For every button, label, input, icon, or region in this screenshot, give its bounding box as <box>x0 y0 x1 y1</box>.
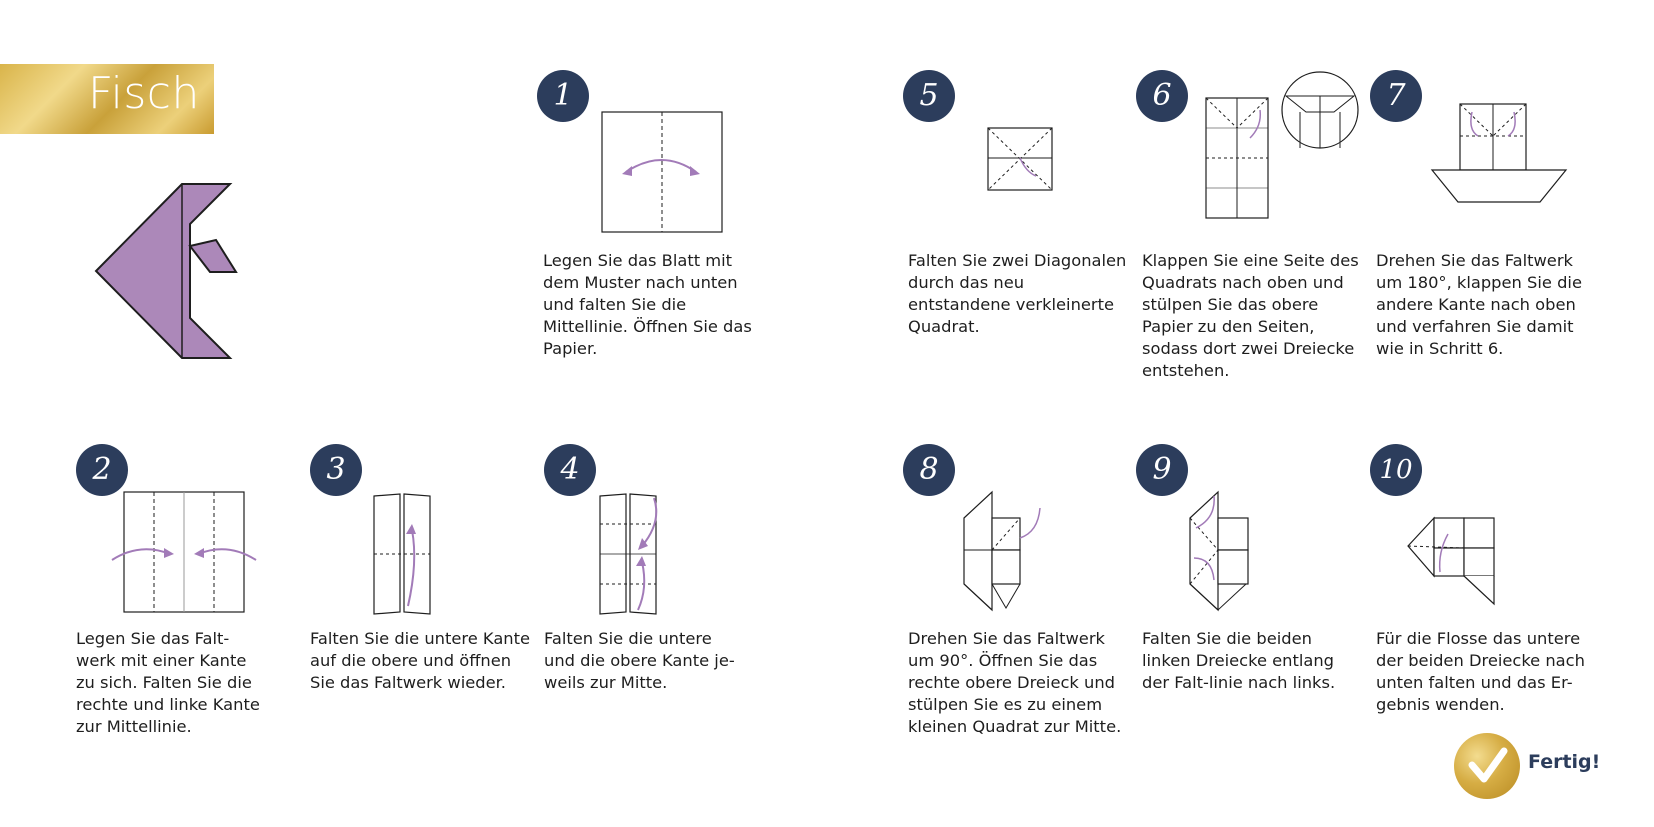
checkmark-icon <box>1454 733 1520 799</box>
fish-illustration <box>90 180 310 370</box>
step-10-text: Für die Flosse das untere der beiden Dreiecke nach unten falten und das Er-gebnis wenden. <box>1376 629 1585 714</box>
step-5-text: Falten Sie zwei Diagonalen durch das neu entstandene verkleinerte Quadrat. <box>908 251 1127 336</box>
step-6-diagram <box>1200 70 1360 222</box>
step-9-badge: 9 <box>1136 444 1188 496</box>
step-8-diagram <box>956 488 1046 612</box>
done-label: Fertig! <box>1528 751 1601 773</box>
step-7-text: Drehen Sie das Faltwerk um 180°, klappen Sie die andere Kante nach oben und verfahren Sie damit wie in Schritt 6. <box>1376 251 1582 358</box>
step-2-badge: 2 <box>76 444 128 496</box>
step-8-text: Drehen Sie das Faltwerk um 90°. Öffnen Sie das rechte obere Dreieck und stülpen Sie es zu einem kleinen Quadrat zur Mitte. <box>908 629 1122 736</box>
step-6-text: Klappen Sie eine Seite des Quadrats nach oben und stülpen Sie das obere Papier zu den Seiten, sodass dort zwei Dreiecke entstehen. <box>1142 251 1359 380</box>
step-1-text: Legen Sie das Blatt mit dem Muster nach unten und falten Sie die Mittellinie. Öffnen Sie das Papier. <box>543 251 752 358</box>
step-10-badge: 10 <box>1370 444 1422 496</box>
step-9-diagram <box>1184 488 1270 612</box>
step-3-badge: 3 <box>310 444 362 496</box>
done-medal <box>1454 733 1520 799</box>
step-5-badge: 5 <box>903 70 955 122</box>
step-6-badge: 6 <box>1136 70 1188 122</box>
step-2-diagram <box>110 488 260 616</box>
step-9-text: Falten Sie die beiden linken Dreiecke entlang der Falt-linie nach links. <box>1142 629 1336 692</box>
step-3-text: Falten Sie die untere Kante auf die obere und öffnen Sie das Faltwerk wieder. <box>310 629 531 692</box>
step-8-badge: 8 <box>903 444 955 496</box>
title-banner <box>0 64 214 134</box>
step-7-diagram <box>1430 100 1570 206</box>
step-1-diagram <box>600 110 724 234</box>
step-2-text: Legen Sie das Falt-werk mit einer Kante zu sich. Falten Sie die rechte und linke Kante zur Mittellinie. <box>76 629 260 736</box>
step-4-diagram <box>596 492 668 616</box>
step-5-diagram <box>984 124 1056 194</box>
step-3-diagram <box>368 492 436 616</box>
step-7-badge: 7 <box>1370 70 1422 122</box>
page-title: Fisch <box>88 68 200 119</box>
step-1-badge: 1 <box>537 70 589 122</box>
step-4-badge: 4 <box>544 444 596 496</box>
step-4-text: Falten Sie die untere und die obere Kante je-weils zur Mitte. <box>544 629 735 692</box>
step-10-diagram <box>1404 512 1508 612</box>
